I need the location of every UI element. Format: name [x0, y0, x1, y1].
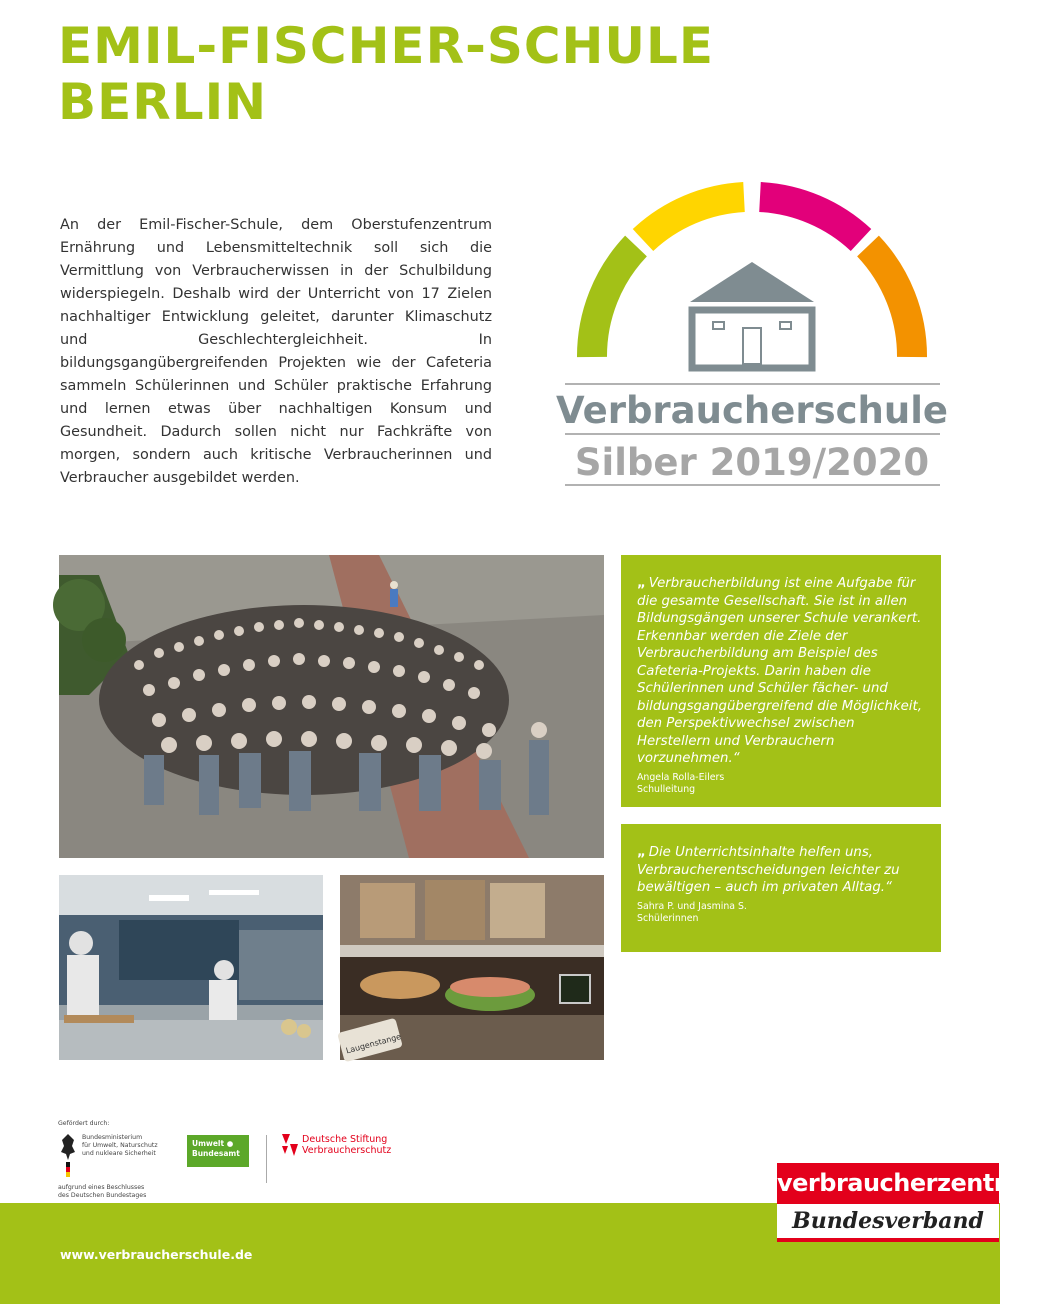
footer-url[interactable]: www.verbraucherschule.de [60, 1247, 253, 1262]
bmu-logo [58, 1132, 158, 1199]
decision-line-1: aufgrund eines Beschlusses [58, 1184, 145, 1191]
dsv-name [302, 1134, 412, 1156]
funded-by-label: Gefördert durch: [58, 1120, 110, 1127]
quote-mark-2: „ [637, 845, 646, 860]
cafeteria-photo [59, 875, 323, 1060]
intro-paragraph: An der Emil-Fischer-Schule, dem Oberstufenzentrum Ernährung und Lebensmitteltechnik soll sich die Vermittlung von Verbraucherwissen in der Schulbildung widerspiegeln. Deshalb wird der Unterricht von 17 Zielen nachhaltiger Entwicklung geleitet, darunter Klimaschutz und Geschlechtergleichheit. In bildungsgangübergreifenden Projekten wie der Cafeteria sammeln Schülerinnen und Schüler praktische Erfahrung und lernen etwas über nachhaltigen Konsum und Gesundheit. Dadurch sollen nicht nur Fachkräfte von morgen, sondern auch kritische Verbraucherinnen und Verbraucher ausgebildet werden. [60, 217, 492, 486]
badge-level: Silber 2019/2020 [574, 441, 930, 484]
vz-logo-bottom: Bundesverband [777, 1204, 999, 1242]
decision-line-2: des Deutschen Bundestages [58, 1192, 147, 1199]
badge-name: Verbraucherschule [555, 389, 949, 432]
quote-mark-1: „ [637, 576, 646, 591]
ministry-line-2: für Umwelt, Naturschutz [82, 1142, 158, 1149]
quote-author-1 [637, 772, 927, 796]
verbraucherschule-badge [555, 185, 949, 495]
sponsor-logos [58, 1120, 418, 1200]
federal-eagle-icon [58, 1132, 78, 1178]
quote-author-role-2: Schülerinnen [637, 912, 699, 924]
title-line-2: BERLIN [58, 73, 268, 131]
quote-text-1 [637, 575, 927, 768]
sandwich-display-photo [340, 875, 604, 1060]
bundestag-decision [58, 1184, 188, 1200]
dsv-logo [282, 1134, 392, 1160]
uba-logo [187, 1135, 249, 1167]
uba-line-1: Umwelt [192, 1139, 225, 1148]
badge-graphic [555, 185, 949, 495]
dsv-mark-icon [282, 1134, 298, 1156]
intro-text [60, 214, 492, 490]
group-photo [59, 555, 604, 858]
quote-author-name-1: Angela Rolla-Eilers [637, 771, 725, 783]
uba-line-2: Bundesamt [192, 1149, 240, 1158]
verbraucherzentrale-logo [777, 1163, 1044, 1242]
quote-box-1 [621, 555, 941, 807]
quote-body-1: Verbraucherbildung ist eine Aufgabe für die gesamte Gesellschaft. Sie ist in allen Bildungsgängen unserer Schule verankert. Erkennbar werden die Ziele der Verbraucherbildung am Beispiel des Cafeteria-Projekts. Darin haben die Schülerinnen und Schüler fächer- und bildungsgangübergreifend die Möglichkeit, den Perspektivwechsel zwischen Herstellern und Verbrauchern vorzunehmen.“ [637, 576, 922, 766]
logo-divider [266, 1135, 267, 1183]
vz-logo-top: verbraucherzentrale [777, 1163, 999, 1204]
quote-author-2 [637, 901, 927, 925]
ministry-line-3: und nukleare Sicherheit [82, 1150, 156, 1157]
uba-leaf-icon: ● [226, 1139, 234, 1148]
quote-text-2 [637, 844, 927, 897]
laugenstange-sign: Laugenstange [344, 1032, 403, 1056]
quote-body-2: Die Unterrichtsinhalte helfen uns, Verbraucherentscheidungen leichter zu bewältigen – auch im privaten Alltag.“ [637, 845, 900, 895]
page-title [58, 18, 714, 130]
ministry-line-1: Bundesministerium [82, 1134, 143, 1141]
dsv-line-2: Verbraucherschutz [302, 1145, 392, 1156]
dsv-line-1: Deutsche Stiftung [302, 1134, 388, 1145]
house-icon [690, 262, 814, 368]
ministry-name [82, 1134, 192, 1158]
quote-box-2 [621, 824, 941, 952]
quote-author-role-1: Schulleitung [637, 783, 696, 795]
title-line-1: EMIL-FISCHER-SCHULE [58, 17, 715, 75]
quote-author-name-2: Sahra P. und Jasmina S. [637, 900, 747, 912]
